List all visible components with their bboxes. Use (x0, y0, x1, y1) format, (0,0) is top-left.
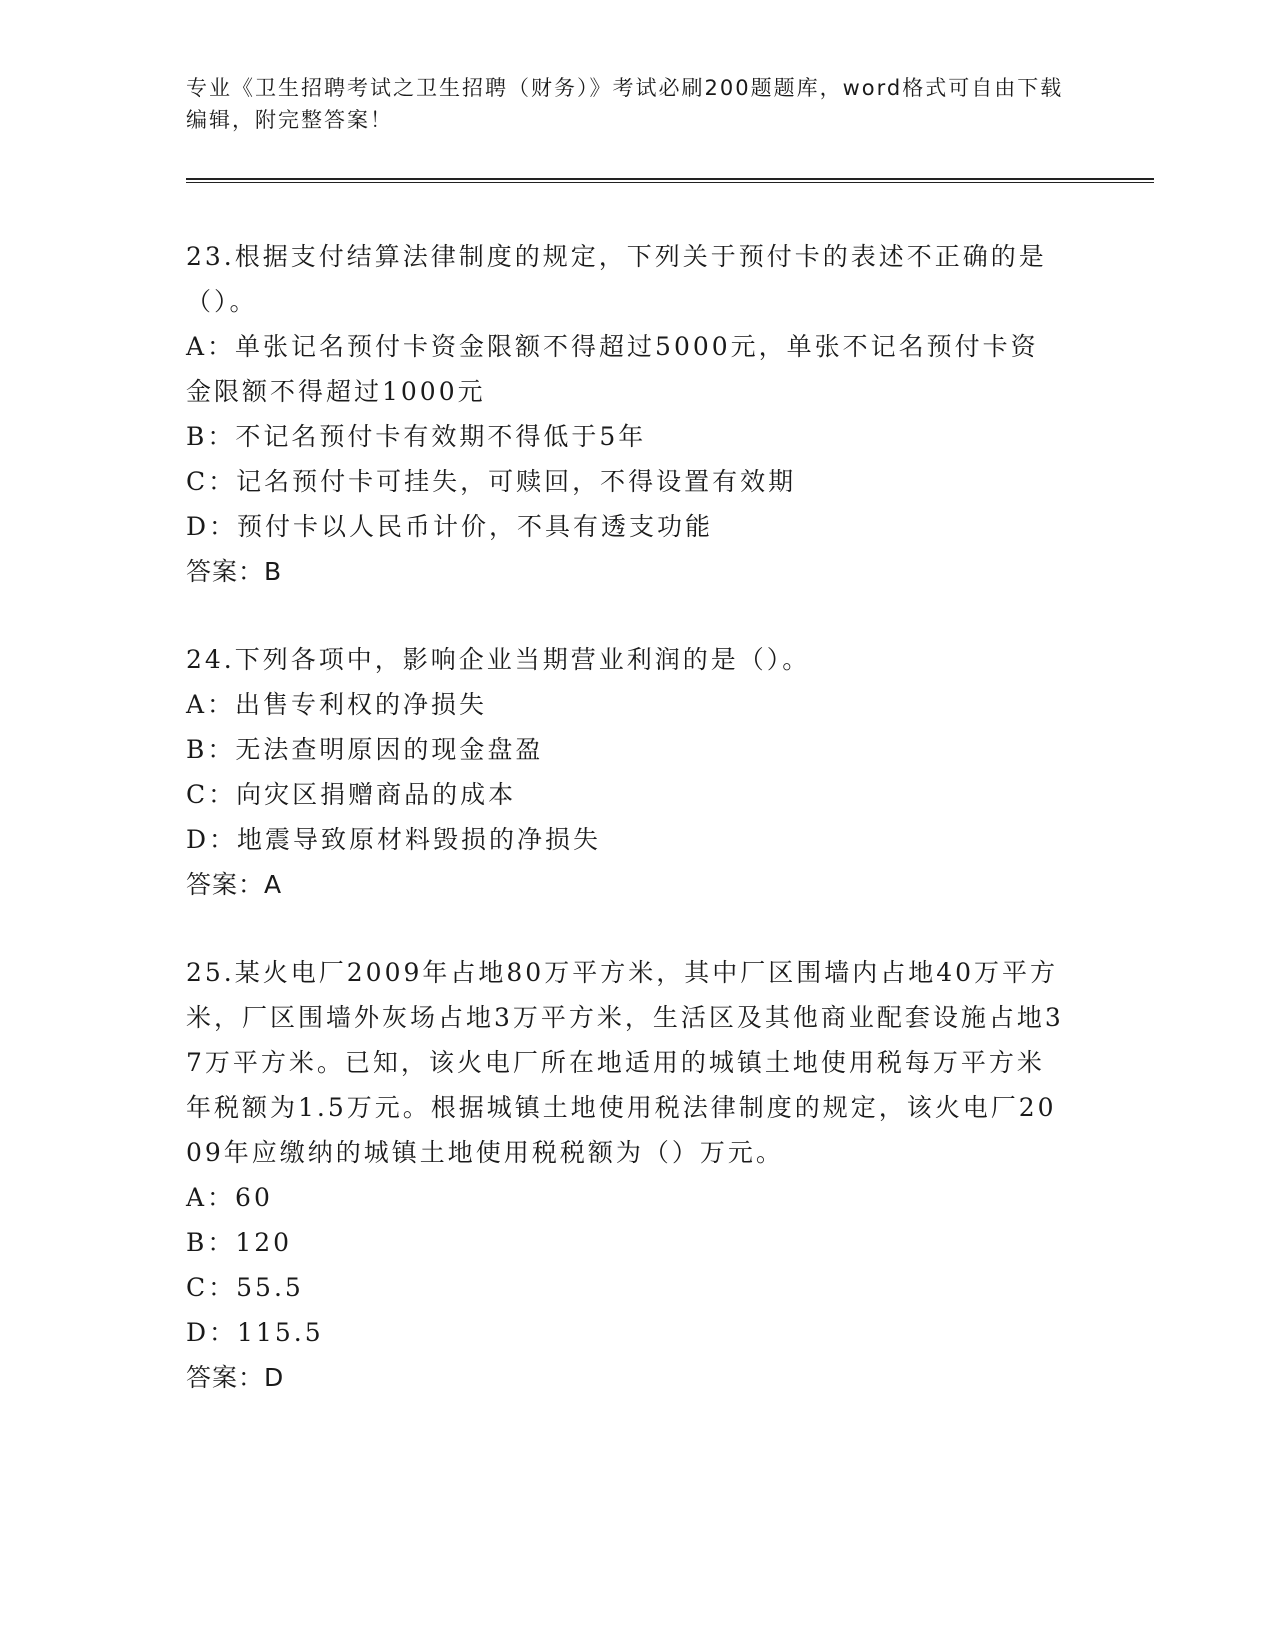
question-24 (186, 637, 1086, 907)
option-d: D：预付卡以人民币计价，不具有透支功能 (186, 512, 714, 541)
question-23 (186, 234, 1086, 594)
option-a: A：60 (186, 1183, 273, 1212)
answer-line: 答案：B (186, 557, 283, 586)
answer-line: 答案：A (186, 870, 283, 899)
option-c: C：向灾区捐赠商品的成本 (186, 780, 517, 809)
question-list (186, 234, 1086, 1443)
header-divider (186, 178, 1154, 183)
option-c: C：55.5 (186, 1273, 304, 1302)
question-text: 23.根据支付结算法律制度的规定，下列关于预付卡的表述不正确的是（）。 (186, 242, 1047, 316)
option-b: B：无法查明原因的现金盘盈 (186, 735, 544, 764)
question-text: 25.某火电厂2009年占地80万平方米，其中厂区围墙内占地40万平方米，厂区围墙外灰场占地3万平方米，生活区及其他商业配套设施占地37万平方米。已知，该火电厂所在地适用的城镇土地使用税每万平方米年税额为1.5万元。根据城镇土地使用税法律制度的规定，该火电厂2009年应缴纳的城镇土地使用税税额为（）万元。 (186, 958, 1064, 1167)
option-b: B：不记名预付卡有效期不得低于5年 (186, 422, 647, 451)
document-header-text: 专业《卫生招聘考试之卫生招聘（财务）》考试必刷200题题库，word格式可自由下载编辑，附完整答案！ (186, 76, 1064, 132)
question-25 (186, 950, 1086, 1400)
option-b: B：120 (186, 1228, 293, 1257)
answer-line: 答案：D (186, 1363, 285, 1392)
option-a: A：单张记名预付卡资金限额不得超过5000元，单张不记名预付卡资金限额不得超过1000元 (186, 332, 1039, 406)
option-d: D：地震导致原材料毁损的净损失 (186, 825, 602, 854)
option-d: D：115.5 (186, 1318, 324, 1347)
option-a: A：出售专利权的净损失 (186, 690, 488, 719)
option-c: C：记名预付卡可挂失，可赎回，不得设置有效期 (186, 467, 797, 496)
question-text: 24.下列各项中，影响企业当期营业利润的是（）。 (186, 645, 811, 674)
